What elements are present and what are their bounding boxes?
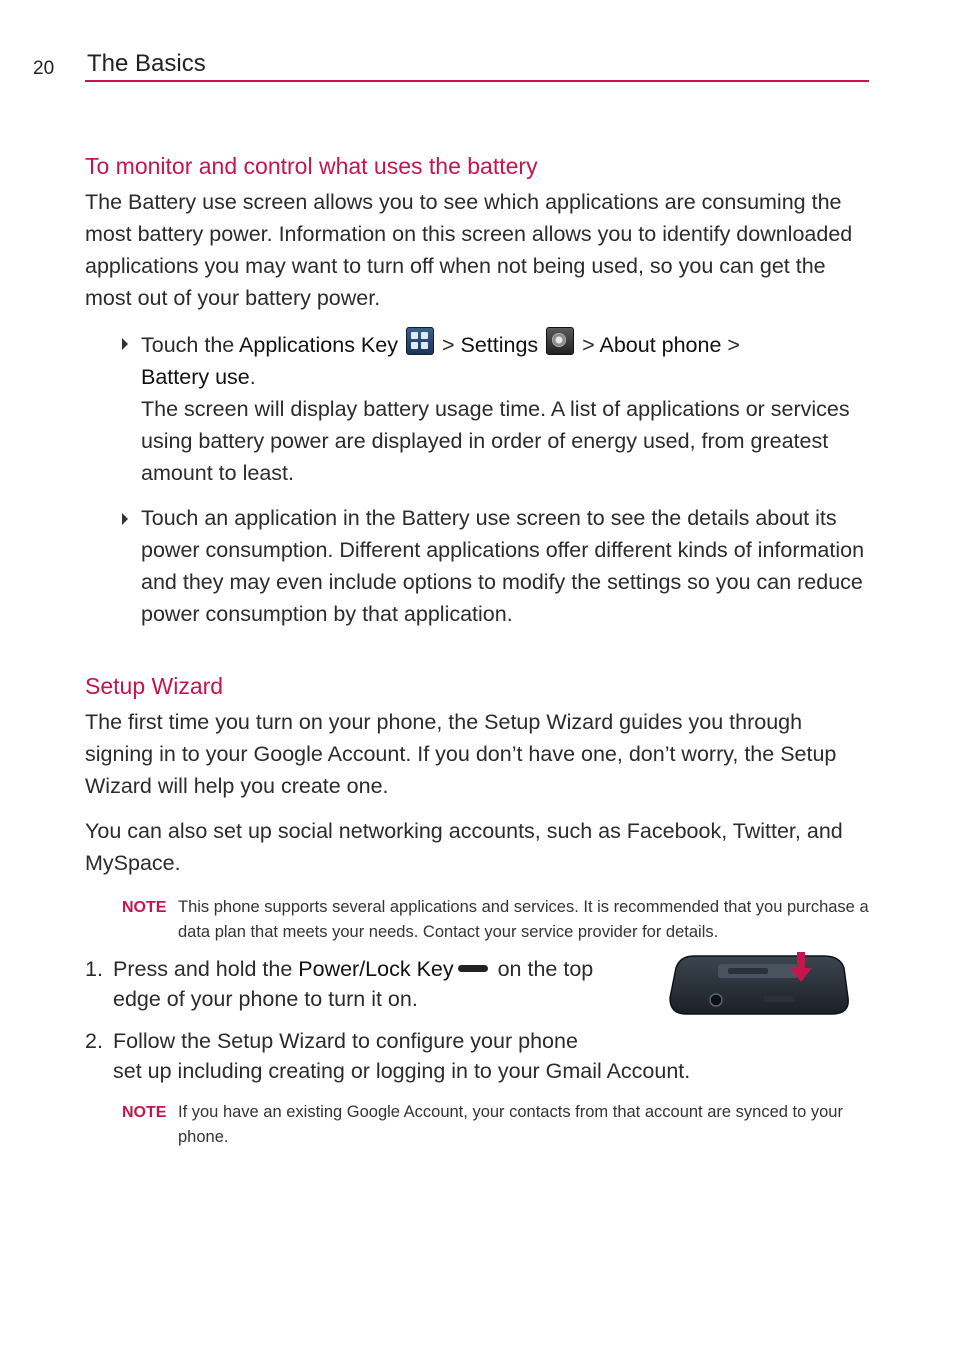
bullet-instruction [141, 327, 870, 393]
note-label: NOTE [122, 899, 167, 916]
bullet-detail: The screen will display battery usage time. A list of applications or services using battery power are displayed in order of energy used, from greatest amount to least. [141, 397, 850, 485]
bullet-item-application-details [85, 502, 870, 630]
step-text: set up including creating or logging in to your Gmail Account. [113, 1059, 691, 1083]
separator: > [435, 333, 461, 357]
bullet-instruction: Touch an application in the Battery use screen to see the details about its power consumption. Different applications offer different kinds of information and they may even include options to modify the settings so you can reduce power consumption by that application. [141, 506, 865, 626]
section-body-battery: The Battery use screen allows you to see which applications are consuming the most battery power. Information on this screen allows you to identify downloaded applications you may want to turn off when not being used, so you can get the most out of your battery power. [85, 190, 853, 310]
about-phone-label: About phone [599, 333, 722, 357]
section-title-setup-wizard: Setup Wizard [85, 673, 224, 699]
triangle-right-icon [122, 513, 128, 525]
separator: > [721, 333, 740, 357]
applications-key-label: Applications Key [239, 333, 398, 357]
steps-list [85, 954, 870, 1086]
page-number: 20 [33, 58, 55, 79]
step-configure [85, 1026, 870, 1086]
step-number: 2. [85, 1029, 103, 1053]
triangle-right-icon [122, 338, 128, 350]
period: . [249, 365, 256, 389]
bullet-item-battery-use [85, 327, 870, 489]
step-text: on the top edge of your phone to turn it on. [113, 957, 594, 1011]
page-content [85, 148, 870, 1150]
phone-top-edge-illustration [668, 952, 850, 1018]
step-power-on [85, 954, 643, 1014]
note-text: If you have an existing Google Account, your contacts from that account are synced to your phone. [178, 1103, 843, 1146]
note-text: This phone supports several applications and services. It is recommended that you purchase a data plan that meets your needs. Contact your service provider for details. [178, 898, 869, 941]
running-head: The Basics [87, 50, 206, 77]
setup-wizard-paragraph-1: The first time you turn on your phone, the Setup Wizard guides you through signing in to your Google Account. If you don’t have one, don’t worry, the Setup Wizard will help you create one. [85, 710, 837, 798]
separator: > [576, 333, 600, 357]
note-label: NOTE [122, 1104, 167, 1121]
step-text: Follow the Setup Wizard to configure your phone [113, 1029, 578, 1053]
step-number: 1. [85, 957, 103, 981]
settings-gear-icon [546, 327, 574, 355]
power-lock-key-label: Power/Lock Key [298, 957, 454, 981]
note-google-account [85, 1100, 870, 1150]
applications-grid-icon [406, 327, 434, 355]
settings-label: Settings [460, 333, 539, 357]
setup-wizard-paragraph-2: You can also set up social networking accounts, such as Facebook, Twitter, and MySpace. [85, 819, 843, 875]
text-touch-the: Touch the [141, 333, 240, 357]
header-rule [85, 80, 869, 82]
section-title-battery: To monitor and control what uses the battery [85, 153, 538, 179]
note-data-plan [85, 895, 870, 945]
battery-use-label: Battery use [141, 365, 250, 389]
power-lock-key-icon [458, 965, 488, 972]
step-text: Press and hold the [113, 957, 299, 981]
